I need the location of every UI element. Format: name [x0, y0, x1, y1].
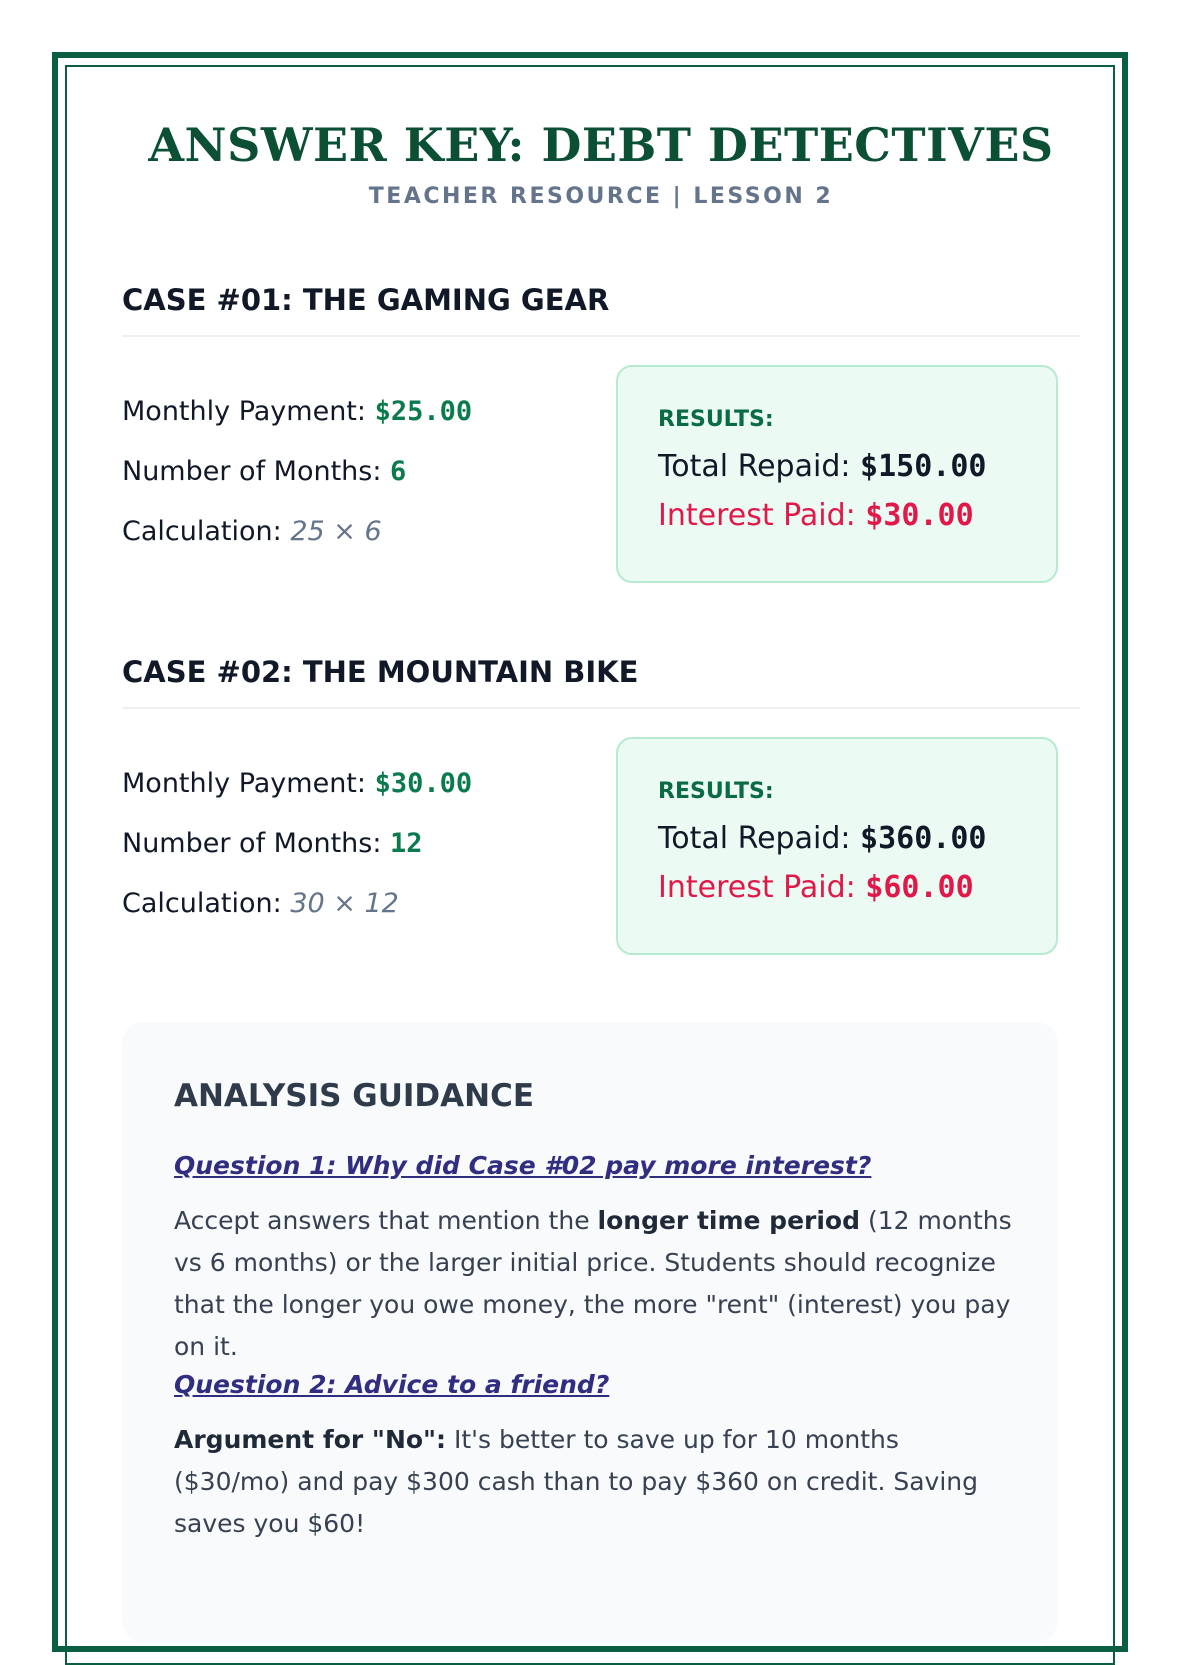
- calculation-value: 25 × 6: [290, 516, 382, 547]
- calculation-label: Calculation:: [122, 516, 291, 547]
- question-2-answer: [174, 1419, 1014, 1545]
- total-repaid-value: $150.00: [860, 449, 987, 484]
- interest-paid-label: Interest Paid:: [658, 498, 866, 533]
- interest-paid: [658, 498, 974, 533]
- total-repaid-label: Total Repaid:: [658, 449, 861, 484]
- case-1-heading: CASE #01: THE GAMING GEAR: [122, 283, 1080, 337]
- case-1-number-of-months: [122, 456, 406, 487]
- results-label: RESULTS:: [658, 407, 774, 432]
- monthly-payment-value: $30.00: [374, 768, 473, 799]
- analysis-guidance-title: ANALYSIS GUIDANCE: [174, 1078, 535, 1114]
- answer-text: (12 months vs 6 months) or the larger initial price. Students should recognize that the longer you owe money, the more "rent" (interest) you pay on it.: [174, 1206, 1012, 1361]
- analysis-guidance-panel: [122, 1022, 1058, 1642]
- monthly-payment-label: Monthly Payment:: [122, 396, 375, 427]
- case-2-results-box: [616, 737, 1058, 955]
- case-2-number-of-months: [122, 828, 423, 859]
- case-2-heading: CASE #02: THE MOUNTAIN BIKE: [122, 655, 1080, 709]
- monthly-payment-label: Monthly Payment:: [122, 768, 375, 799]
- total-repaid-value: $360.00: [860, 821, 987, 856]
- question-1-answer: [174, 1200, 1014, 1368]
- interest-paid-value: $60.00: [865, 870, 974, 905]
- case-1-results-box: [616, 365, 1058, 583]
- page-subtitle: TEACHER RESOURCE | LESSON 2: [368, 184, 834, 209]
- total-repaid: [658, 821, 986, 856]
- answer-emphasis: longer time period: [597, 1206, 861, 1235]
- calculation-label: Calculation:: [122, 888, 291, 919]
- interest-paid: [658, 870, 974, 905]
- monthly-payment-value: $25.00: [374, 396, 473, 427]
- case-1-calculation: [122, 516, 382, 547]
- number-of-months-label: Number of Months:: [122, 828, 391, 859]
- results-label: RESULTS:: [658, 779, 774, 804]
- calculation-value: 30 × 12: [290, 888, 399, 919]
- answer-text: Accept answers that mention the: [174, 1206, 598, 1235]
- case-2-calculation: [122, 888, 399, 919]
- question-2-link[interactable]: Question 2: Advice to a friend?: [174, 1370, 610, 1399]
- page-title: ANSWER KEY: DEBT DETECTIVES: [148, 118, 1054, 172]
- case-1-monthly-payment: [122, 396, 472, 427]
- number-of-months-value: 12: [390, 828, 423, 859]
- number-of-months-label: Number of Months:: [122, 456, 391, 487]
- total-repaid-label: Total Repaid:: [658, 821, 861, 856]
- question-1-link[interactable]: Question 1: Why did Case #02 pay more interest?: [174, 1151, 872, 1180]
- interest-paid-label: Interest Paid:: [658, 870, 866, 905]
- answer-emphasis: Argument for "No":: [174, 1425, 447, 1454]
- total-repaid: [658, 449, 986, 484]
- answer-text: It's better to save up for 10 months ($30/mo) and pay $300 cash than to pay $360 on credit. Saving saves you $60!: [174, 1425, 979, 1538]
- case-2-monthly-payment: [122, 768, 472, 799]
- number-of-months-value: 6: [390, 456, 407, 487]
- interest-paid-value: $30.00: [865, 498, 974, 533]
